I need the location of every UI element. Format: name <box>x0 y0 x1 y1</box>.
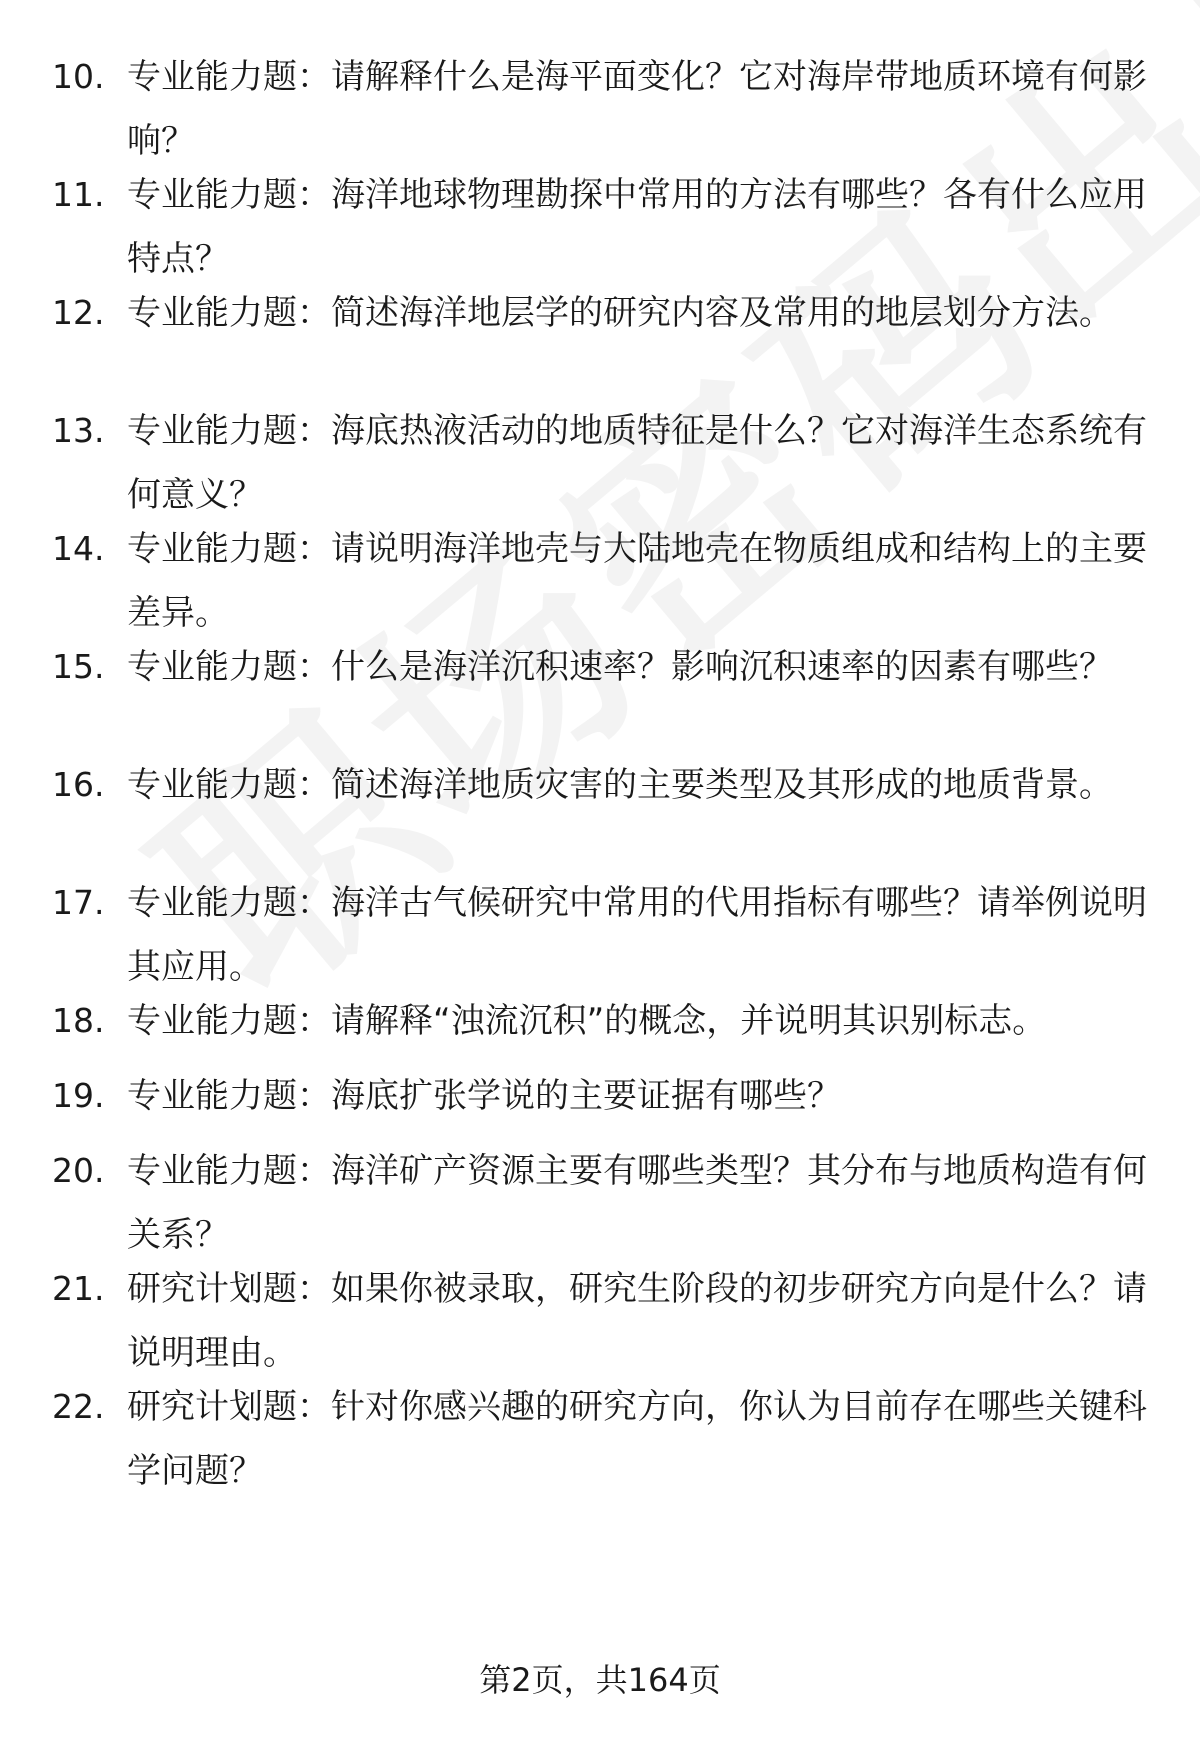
question-text: 专业能力题：海底扩张学说的主要证据有哪些？ <box>127 1076 841 1116</box>
page-number-label: 第2页，共164页 <box>479 1661 721 1699</box>
question-number: 11. <box>52 175 105 214</box>
question-number: 12. <box>52 293 105 332</box>
question-text: 专业能力题：简述海洋地质灾害的主要类型及其形成的地质背景。 <box>127 765 1113 805</box>
question-text: 专业能力题：海洋古气候研究中常用的代用指标有哪些？请举例说明其应用。 <box>127 883 1147 987</box>
question-number: 17. <box>52 883 105 922</box>
question-text: 专业能力题：简述海洋地层学的研究内容及常用的地层划分方法。 <box>127 293 1113 333</box>
question-text: 专业能力题：请解释什么是海平面变化？它对海岸带地质环境有何影响？ <box>127 57 1147 161</box>
question-number: 15. <box>52 647 105 686</box>
question-number: 20. <box>52 1151 105 1190</box>
question-text: 专业能力题：请说明海洋地壳与大陆地壳在物质组成和结构上的主要差异。 <box>127 529 1147 633</box>
question-number: 10. <box>52 57 105 96</box>
question-text: 专业能力题：什么是海洋沉积速率？影响沉积速率的因素有哪些？ <box>127 647 1113 687</box>
question-number: 18. <box>52 1001 105 1040</box>
question-text: 专业能力题：海底热液活动的地质特征是什么？它对海洋生态系统有何意义？ <box>127 411 1147 515</box>
question-text: 研究计划题：如果你被录取，研究生阶段的初步研究方向是什么？请说明理由。 <box>127 1269 1147 1373</box>
question-text: 专业能力题：请解释“浊流沉积”的概念，并说明其识别标志。 <box>127 1001 1047 1041</box>
question-number: 13. <box>52 411 105 450</box>
question-text: 专业能力题：海洋矿产资源主要有哪些类型？其分布与地质构造有何关系？ <box>127 1151 1147 1255</box>
question-number: 14. <box>52 529 105 568</box>
question-number: 19. <box>52 1076 105 1115</box>
question-number: 16. <box>52 765 105 804</box>
question-number: 21. <box>52 1269 105 1308</box>
question-text: 专业能力题：海洋地球物理勘探中常用的方法有哪些？各有什么应用特点？ <box>127 175 1147 279</box>
question-number: 22. <box>52 1387 105 1426</box>
question-text: 研究计划题：针对你感兴趣的研究方向，你认为目前存在哪些关键科学问题？ <box>127 1387 1147 1491</box>
page-footer <box>0 1655 1200 1705</box>
